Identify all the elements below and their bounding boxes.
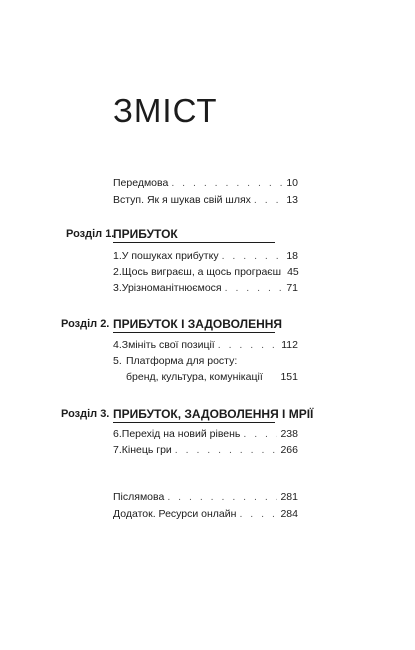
toc-entry-label: Додаток. Ресурси онлайн <box>113 508 237 520</box>
toc-page-number: 238 <box>280 428 298 440</box>
toc-page-number: 45 <box>287 266 299 278</box>
dot-leader <box>167 491 277 504</box>
dot-leader <box>175 444 278 457</box>
toc-entry-appendix[interactable] <box>113 508 298 521</box>
toc-entry-label: Передмова <box>113 177 169 189</box>
toc-page-number: 284 <box>280 508 298 520</box>
entry-number: 1. <box>113 250 122 262</box>
toc-page-number: 13 <box>286 194 298 206</box>
toc-entry-label: Урізноманітнюємося <box>121 282 222 294</box>
dot-leader <box>239 508 277 521</box>
toc-entry-label: Вступ. Як я шукав свій шлях <box>113 194 251 206</box>
toc-entry-label: Кінець гри <box>121 444 172 456</box>
toc-entry-label: Змініть свої позиції <box>121 339 215 351</box>
dot-leader <box>218 339 279 352</box>
toc-entry[interactable] <box>113 282 298 295</box>
dot-leader <box>171 177 283 190</box>
dot-leader <box>243 428 277 441</box>
toc-entry-continuation[interactable] <box>126 371 298 384</box>
toc-page-number: 266 <box>280 444 298 456</box>
toc-page-number: 10 <box>286 177 298 189</box>
section-title[interactable]: ПРИБУТОК <box>113 227 275 243</box>
toc-entry[interactable] <box>113 428 298 441</box>
dot-leader <box>225 282 284 295</box>
toc-entry-label: бренд, культура, комунікації <box>126 371 263 383</box>
dot-leader <box>222 250 284 263</box>
toc-entry-afterword[interactable] <box>113 491 298 504</box>
entry-number: 6. <box>113 428 122 440</box>
toc-entry-first-line[interactable] <box>113 355 298 368</box>
toc-entry-label: Післямова <box>113 491 165 503</box>
entry-number: 5. <box>113 355 122 367</box>
toc-entry-label: Платформа для росту: <box>126 355 238 367</box>
toc-entry-label: У пошуках прибутку <box>121 250 219 262</box>
toc-page-number: 112 <box>281 339 298 351</box>
section-title[interactable]: ПРИБУТОК І ЗАДОВОЛЕННЯ <box>113 317 283 331</box>
entry-number: 2. <box>113 266 122 278</box>
toc-page-number: 151 <box>280 371 298 383</box>
entry-number: 7. <box>113 444 122 456</box>
toc-page-number: 71 <box>286 282 298 294</box>
chapter-number: Розділ 3. <box>61 408 110 420</box>
entry-number: 4. <box>113 339 122 351</box>
toc-entry[interactable] <box>113 339 298 352</box>
toc-entry-label: Щось виграєш, а щось програєш <box>121 266 282 278</box>
section-title[interactable]: ПРИБУТОК, ЗАДОВОЛЕННЯ І МРІЇ <box>113 407 314 421</box>
chapter-number: Розділ 1. <box>66 228 115 240</box>
toc-entry[interactable] <box>113 250 298 263</box>
dot-leader <box>254 194 283 207</box>
page-title: ЗМІСТ <box>113 92 218 129</box>
toc-entry[interactable] <box>113 444 298 457</box>
toc-entry[interactable] <box>113 266 298 279</box>
toc-entry-label: Перехід на новий рівень <box>121 428 241 440</box>
toc-page-number: 18 <box>286 250 298 262</box>
toc-page-number: 281 <box>280 491 298 503</box>
chapter-number: Розділ 2. <box>61 318 110 330</box>
toc-entry-introduction[interactable] <box>113 194 298 207</box>
entry-number: 3. <box>113 282 122 294</box>
toc-entry-foreword[interactable] <box>113 177 298 190</box>
